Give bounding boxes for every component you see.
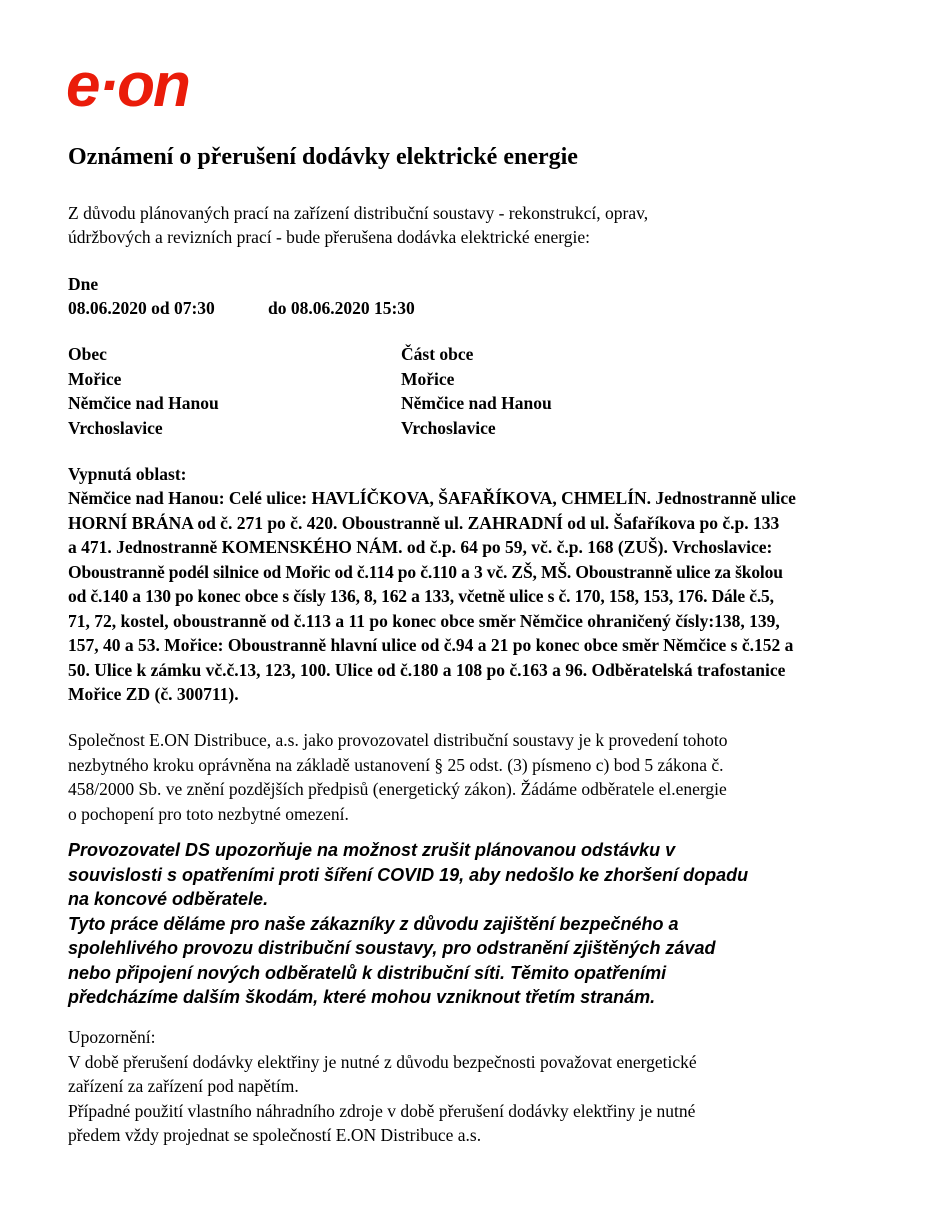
schedule: [68, 272, 415, 320]
part-cell: Němčice nad Hanou: [401, 393, 552, 413]
outage-area-line: 157, 40 a 53. Mořice: Oboustranně hlavní ulice od č.94 a 21 po konec obce směr Němčice s č.152 a: [68, 635, 794, 655]
schedule-to: do 08.06.2020 15:30: [268, 298, 415, 318]
warning-line: V době přerušení dodávky elektřiny je nutné z důvodu bezpečnosti považovat energetické: [68, 1051, 697, 1072]
warning-line: předem vždy projednat se společností E.ON Distribuce a.s.: [68, 1125, 482, 1145]
legal-line: o pochopení pro toto nezbytné omezení.: [68, 803, 349, 824]
outage-area-text: [68, 486, 913, 707]
municipality-column: [68, 342, 219, 440]
warning-line: Případné použití vlastního náhradního zdroje v době přerušení dodávky elektřiny je nutné: [68, 1100, 696, 1121]
outage-area-line: HORNÍ BRÁNA od č. 271 po č. 420. Oboustranně ul. ZAHRADNÍ od ul. Šafaříkova po č.p. 133: [68, 512, 780, 533]
intro-line: údržbových a revizních prací - bude přerušena dodávka elektrické energie:: [68, 227, 591, 247]
legal-line: nezbytného kroku oprávněna na základě ustanovení § 25 odst. (3) písmeno c) bod 5 zákona č.: [68, 754, 724, 775]
outage-area-line: Oboustranně podél silnice od Mořic od č.114 po č.110 a 3 vč. ZŠ, MŠ. Oboustranně ulice za školou: [68, 561, 783, 582]
warning-line: zařízení za zařízení pod napětím.: [68, 1076, 299, 1096]
schedule-from: 08.06.2020 od 07:30: [68, 298, 215, 318]
outage-area-label: Vypnutá oblast:: [68, 464, 187, 484]
municipality-cell: Mořice: [68, 368, 122, 389]
outage-area-line: 50. Ulice k zámku vč.č.13, 123, 100. Ulice od č.180 a 108 po č.163 a 96. Odběratelská trafostanice: [68, 659, 786, 680]
page-title: Oznámení o přerušení dodávky elektrické energie: [68, 144, 578, 170]
warning-section: [68, 1025, 848, 1148]
covid-line: předcházíme dalším škodám, které mohou vzniknout třetím stranám.: [68, 987, 656, 1007]
part-cell: Vrchoslavice: [401, 417, 496, 438]
covid-notice: [68, 838, 868, 1010]
intro-line: Z důvodu plánovaných prací na zařízení distribuční soustavy - rekonstrukcí, oprav,: [68, 203, 649, 223]
covid-line: Provozovatel DS upozorňuje na možnost zrušit plánovanou odstávku v: [68, 840, 676, 860]
warning-label: Upozornění:: [68, 1027, 156, 1047]
legal-paragraph: [68, 728, 848, 826]
municipality-cell: Vrchoslavice: [68, 417, 163, 438]
eon-logo-wordmark: e·on: [66, 62, 189, 114]
schedule-label: Dne: [68, 274, 99, 294]
part-cell: Mořice: [401, 368, 455, 389]
covid-line: na koncové odběratele.: [68, 889, 269, 909]
municipality-header: Obec: [68, 344, 107, 364]
eon-logo: [66, 62, 248, 114]
outage-area-line: Mořice ZD (č. 300711).: [68, 684, 239, 704]
covid-line: Tyto práce děláme pro naše zákazníky z důvodu zajištění bezpečného a: [68, 913, 679, 934]
outage-area-line: 71, 72, kostel, oboustranně od č.113 a 11 po konec obce směr Němčice ohraničený čísly:138, 139,: [68, 610, 780, 631]
outage-area-line: Němčice nad Hanou: Celé ulice: HAVLÍČKOVA, ŠAFAŘÍKOVA, CHMELÍN. Jednostranně ulice: [68, 488, 796, 508]
outage-area-line: od č.140 a 130 po konec obce s čísly 136, 8, 162 a 133, včetně ulice s č. 170, 158, 153, 176. Dále č.5,: [68, 586, 774, 606]
covid-line: spolehlivého provozu distribuční soustavy, pro odstranění zjištěných závad: [68, 938, 716, 958]
part-header: Část obce: [401, 344, 474, 364]
legal-line: Společnost E.ON Distribuce, a.s. jako provozovatel distribuční soustavy je k provedení tohoto: [68, 730, 728, 750]
intro-paragraph: [68, 201, 808, 249]
legal-line: 458/2000 Sb. ve znění pozdějších předpisů (energetický zákon). Žádáme odběratele el.energie: [68, 779, 727, 799]
covid-line: nebo připojení nových odběratelů k distribuční síti. Těmito opatřeními: [68, 962, 667, 983]
municipality-cell: Němčice nad Hanou: [68, 393, 219, 413]
outage-area-line: a 471. Jednostranně KOMENSKÉHO NÁM. od č.p. 64 po 59, vč. č.p. 168 (ZUŠ). Vrchoslavice:: [68, 537, 773, 557]
part-column: [401, 342, 552, 440]
covid-line: souvislosti s opatřeními proti šíření COVID 19, aby nedošlo ke zhoršení dopadu: [68, 864, 749, 885]
